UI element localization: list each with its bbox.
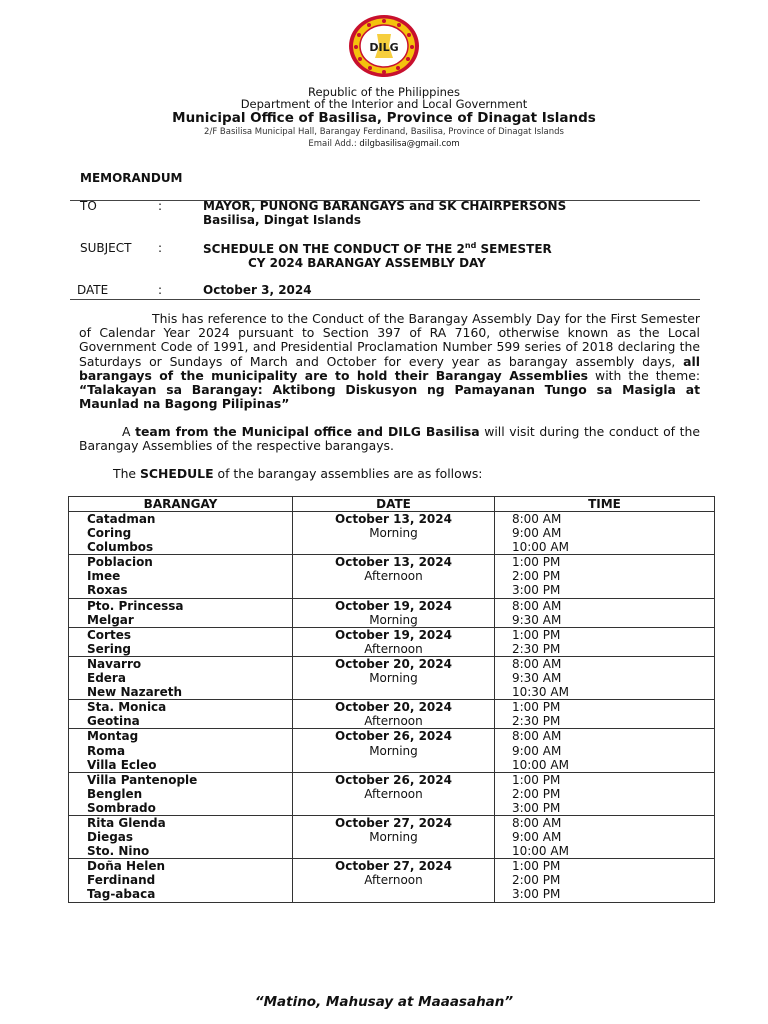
barangay-name: Roxas (87, 583, 128, 598)
to-colon: : (158, 199, 163, 213)
barangay-name: Geotina (87, 714, 140, 729)
barangay-name: Villa Ecleo (87, 757, 157, 772)
barangay-name: Sombrado (87, 800, 156, 815)
p3-text-2: of the barangay assemblies are as follows: (213, 466, 483, 481)
schedule-date: October 26, 2024 (335, 772, 452, 787)
table-row (69, 555, 715, 598)
subject-text-end: SEMESTER (476, 242, 552, 256)
barangay-name: Columbos (87, 540, 154, 555)
subject-superscript: nd (464, 241, 477, 250)
table-row (69, 598, 715, 627)
header-republic: Republic of the Philippines (307, 85, 461, 99)
time-cell (494, 815, 714, 858)
schedule-date: October 27, 2024 (335, 815, 452, 830)
schedule-table (68, 496, 715, 903)
barangay-name: Tag-abaca (87, 887, 156, 902)
schedule-time: 8:00 AM (511, 656, 562, 671)
memo-title: MEMORANDUM (80, 171, 183, 185)
schedule-period: Afternoon (364, 641, 423, 656)
schedule-time: 1:00 PM (511, 772, 561, 787)
barangay-name: Sta. Monica (87, 700, 167, 715)
date-cell (293, 815, 495, 858)
time-cell (494, 656, 714, 699)
email-label: Email Add.: (308, 139, 357, 149)
table-row (69, 512, 715, 555)
to-recipients: MAYOR, PUNONG BARANGAYS and SK CHAIRPERSONS (203, 199, 567, 213)
body-paragraph-2 (79, 425, 700, 453)
barangay-name: Navarro (87, 656, 142, 671)
schedule-time: 10:30 AM (511, 685, 569, 700)
schedule-time: 10:00 AM (511, 540, 569, 555)
schedule-time: 2:30 PM (511, 641, 561, 656)
table-row (69, 700, 715, 729)
to-location: Basilisa, Dingat Islands (203, 213, 362, 227)
date-cell (293, 656, 495, 699)
time-cell (494, 772, 714, 815)
schedule-time: 2:00 PM (511, 873, 561, 888)
schedule-time: 3:00 PM (511, 800, 561, 815)
date-cell (293, 598, 495, 627)
barangay-cell (69, 772, 293, 815)
table-row (69, 859, 715, 902)
barangay-name: Rita Glenda (87, 815, 166, 830)
table-row (69, 772, 715, 815)
schedule-period: Morning (369, 743, 418, 758)
schedule-period: Morning (369, 830, 418, 845)
barangay-cell (69, 627, 293, 656)
date-cell (293, 555, 495, 598)
barangay-name: New Nazareth (87, 685, 183, 700)
date-cell (293, 772, 495, 815)
schedule-time: 9:00 AM (511, 830, 562, 845)
schedule-date: October 19, 2024 (335, 627, 452, 642)
barangay-cell (69, 700, 293, 729)
barangay-name: Montag (87, 729, 139, 744)
schedule-table-body (69, 512, 715, 903)
schedule-time: 8:00 AM (511, 512, 562, 526)
date-cell (293, 512, 495, 555)
schedule-time: 9:00 AM (511, 743, 562, 758)
schedule-period: Morning (369, 671, 418, 686)
header-office: Municipal Office of Basilisa, Province of Dinagat Islands (172, 110, 596, 126)
date-cell (293, 627, 495, 656)
barangay-cell (69, 555, 293, 598)
dilg-seal-logo (347, 14, 421, 78)
date-cell (293, 859, 495, 902)
barangay-name: Sering (87, 641, 131, 656)
schedule-time: 1:00 PM (511, 859, 561, 874)
schedule-time: 3:00 PM (511, 887, 561, 902)
barangay-name: Poblacion (87, 555, 153, 570)
barangay-name: Diegas (87, 830, 134, 845)
schedule-date: October 19, 2024 (335, 598, 452, 613)
header-email-line (0, 139, 768, 149)
schedule-date: October 20, 2024 (335, 656, 452, 671)
date-colon: : (158, 283, 163, 297)
time-cell (494, 859, 714, 902)
schedule-period: Afternoon (364, 873, 423, 888)
subject-colon: : (158, 241, 163, 255)
barangay-name: Doña Helen (87, 859, 165, 874)
date-label: DATE (77, 283, 109, 297)
time-cell (494, 598, 714, 627)
column-header-barangay: BARANGAY (69, 497, 293, 512)
p2-text: A (122, 424, 136, 439)
to-label: TO (80, 199, 97, 213)
barangay-name: Villa Pantenople (87, 772, 198, 787)
p1-text-2: with the theme: (588, 367, 701, 383)
schedule-date: October 13, 2024 (335, 512, 452, 526)
schedule-date: October 27, 2024 (335, 859, 452, 874)
schedule-time: 8:00 AM (511, 598, 562, 613)
date-cell (293, 700, 495, 729)
barangay-name: Benglen (87, 786, 143, 801)
date-cell (293, 729, 495, 772)
body-paragraph-1 (79, 312, 700, 411)
p1-theme: “Talakayan sa Barangay: Aktibong Diskusyon ng Pamayanan Tungo sa Masigla at Maunlad na Bagong Pilipinas” (79, 382, 700, 412)
barangay-name: Pto. Princessa (87, 598, 184, 613)
barangay-name: Coring (87, 526, 132, 541)
barangay-cell (69, 729, 293, 772)
header-department: Department of the Interior and Local Government (240, 97, 528, 111)
schedule-date: October 13, 2024 (335, 555, 452, 570)
body-paragraph-3 (79, 467, 700, 481)
schedule-time: 9:30 AM (511, 612, 562, 627)
table-row (69, 656, 715, 699)
p3-bold: SCHEDULE (139, 466, 214, 481)
p1-bold: all barangays of the municipality are to hold their Barangay Assemblies (79, 353, 700, 383)
schedule-date: October 20, 2024 (335, 700, 452, 715)
column-header-time: TIME (494, 497, 714, 512)
time-cell (494, 700, 714, 729)
schedule-period: Morning (369, 526, 418, 541)
barangay-name: Melgar (87, 612, 134, 627)
logo-text: DILG (369, 41, 399, 54)
schedule-time: 8:00 AM (511, 815, 562, 830)
table-row (69, 627, 715, 656)
schedule-time: 1:00 PM (511, 555, 561, 570)
barangay-cell (69, 598, 293, 627)
time-cell (494, 555, 714, 598)
p2-bold: team from the Municipal office and DILG Basilisa (135, 424, 480, 439)
schedule-period: Afternoon (364, 714, 423, 729)
schedule-time: 9:30 AM (511, 671, 562, 686)
schedule-time: 1:00 PM (511, 627, 561, 642)
barangay-cell (69, 656, 293, 699)
schedule-time: 8:00 AM (511, 729, 562, 744)
p3-text: The (113, 466, 140, 481)
header-address: 2/F Basilisa Municipal Hall, Barangay Ferdinand, Basilisa, Province of Dinagat Islands (204, 127, 564, 137)
barangay-name: Edera (87, 671, 126, 686)
table-row (69, 729, 715, 772)
barangay-name: Catadman (87, 512, 156, 526)
email-address: dilgbasilisa@gmail.com (359, 139, 460, 149)
barangay-name: Roma (87, 743, 126, 758)
barangay-name: Cortes (87, 627, 131, 642)
table-header-row (69, 497, 715, 512)
barangay-name: Imee (87, 569, 121, 584)
schedule-time: 10:00 AM (511, 844, 569, 859)
barangay-cell (69, 859, 293, 902)
schedule-time: 1:00 PM (511, 700, 561, 715)
table-row (69, 815, 715, 858)
footer-motto: “Matino, Mahusay at Maaasahan” (254, 994, 514, 1010)
time-cell (494, 729, 714, 772)
column-header-date: DATE (293, 497, 495, 512)
schedule-time: 2:00 PM (511, 786, 561, 801)
barangay-cell (69, 815, 293, 858)
subject-label: SUBJECT (80, 241, 132, 255)
subject-line-2: CY 2024 BARANGAY ASSEMBLY DAY (248, 256, 486, 270)
subject-line-1 (203, 241, 552, 256)
barangay-name: Ferdinand (87, 873, 156, 888)
schedule-time: 9:00 AM (511, 526, 562, 541)
schedule-date: October 26, 2024 (335, 729, 452, 744)
memo-date: October 3, 2024 (203, 283, 312, 297)
schedule-time: 2:30 PM (511, 714, 561, 729)
schedule-period: Afternoon (364, 786, 423, 801)
p1-text: This has reference to the Conduct of the Barangay Assembly Day for the First Semester of Calendar Year 2024 pursuant to Section 397 of RA 7160, otherwise known as the Local Government Code of 1991, and Presidential Proclamation Number 599 series of 2018 declaring the Saturdays or Sundays of March and October for every year as barangay assembly days, (79, 311, 700, 369)
divider-rule (70, 299, 700, 300)
barangay-cell (69, 512, 293, 555)
schedule-time: 3:00 PM (511, 583, 561, 598)
p2-text-2: will visit during the conduct of the Barangay Assemblies of the respective barangays. (79, 424, 700, 454)
time-cell (494, 627, 714, 656)
time-cell (494, 512, 714, 555)
schedule-period: Afternoon (364, 569, 423, 584)
schedule-period: Morning (369, 612, 418, 627)
schedule-time: 10:00 AM (511, 757, 569, 772)
subject-text: SCHEDULE ON THE CONDUCT OF THE 2 (203, 242, 465, 256)
barangay-name: Sto. Nino (87, 844, 150, 859)
schedule-time: 2:00 PM (511, 569, 561, 584)
